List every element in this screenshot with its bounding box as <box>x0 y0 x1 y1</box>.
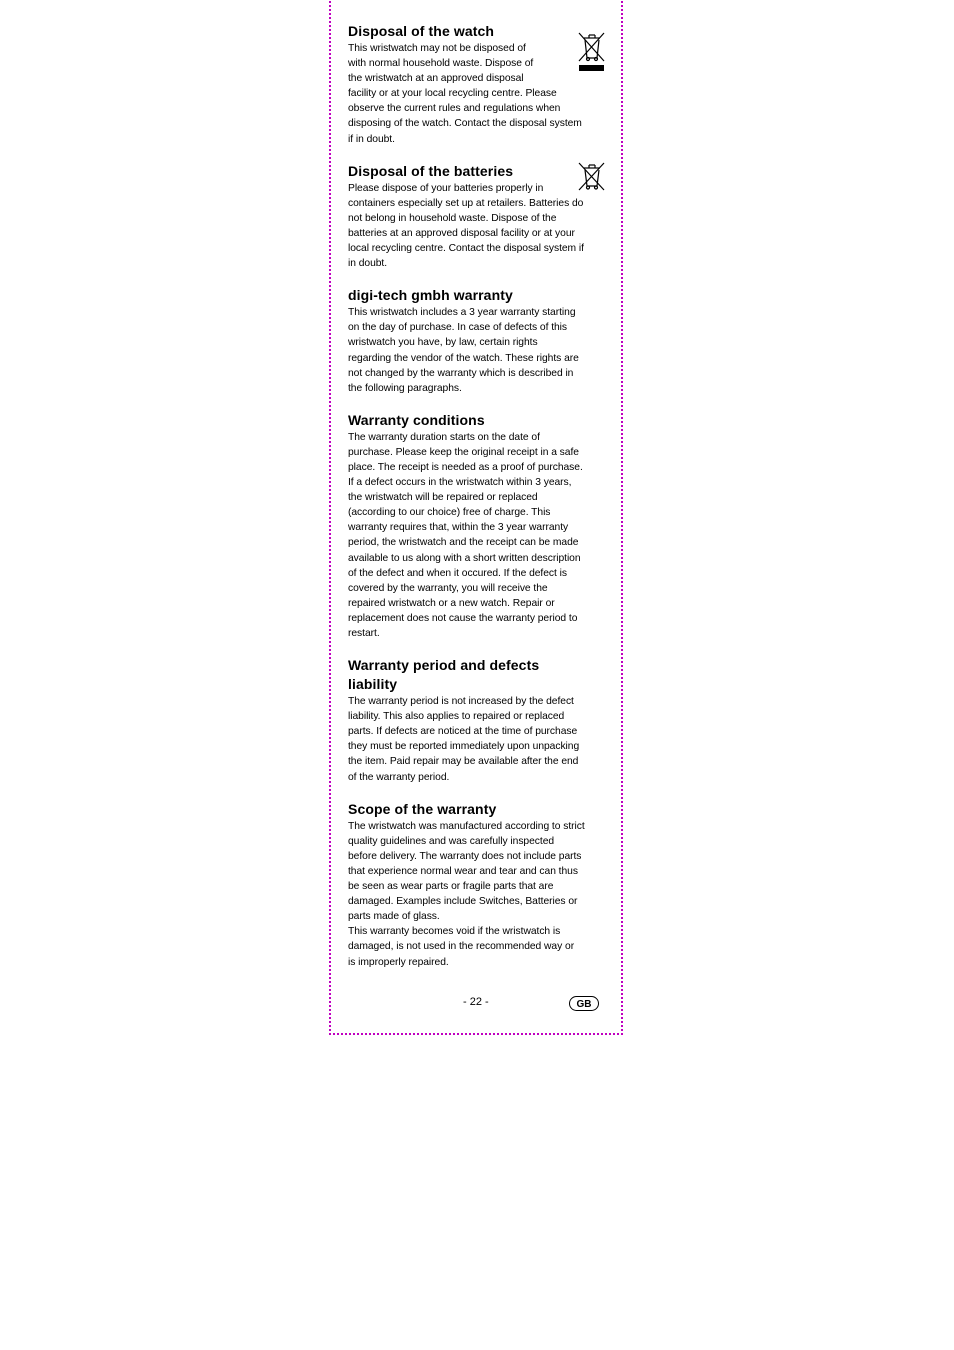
section-heading: Disposal of the batteries <box>348 162 514 179</box>
language-badge: GB <box>569 996 599 1011</box>
page <box>329 0 623 1035</box>
crossed-out-bin-icon <box>575 160 607 192</box>
page-number: - 22 - <box>463 996 489 1008</box>
crossed-out-bin-icon <box>575 30 607 74</box>
section-body: The wristwatch was manufactured according to strict quality guidelines and was carefully inspected before delivery. The warranty does not include parts that experience normal wear and tear and can thus be seen as wear parts or fragile parts that are damaged. Examples include Switches, Batteries or parts made of glass. This warranty becomes void if the wristwatch is damaged, is not used in the recommended way or is improperly repaired. <box>348 820 585 968</box>
section-heading: digi-tech gmbh warranty <box>348 287 513 304</box>
section-disposal-batteries <box>348 162 609 272</box>
section-warranty-conditions <box>348 411 609 641</box>
section-body: This wristwatch may not be disposed of with normal household waste. Dispose of the wristwatch at an approved disposal facility or at your local recycling centre. Please observe the current rules and regulations when disposing of the watch. Contact the disposal system if in doubt. <box>348 43 582 145</box>
section-warranty-scope <box>348 800 609 970</box>
section-body: Please dispose of your batteries properly in containers especially set up at retailers. Batteries do not belong in household waste. Dispose of the batteries at an approved disposal facility or at your local recycling centre. Contact the disposal system if in doubt. <box>348 182 584 270</box>
section-heading: Warranty period and defects liability <box>348 657 540 693</box>
section-disposal-watch <box>348 22 609 147</box>
section-body: This wristwatch includes a 3 year warranty starting on the day of purchase. In case of defects of this wristwatch you have, by law, certain rights regarding the vendor of the watch. These rights are not changed by the warranty which is described in the following paragraphs. <box>348 307 579 394</box>
section-warranty <box>348 286 609 396</box>
section-warranty-period <box>348 656 609 785</box>
section-body: The warranty duration starts on the date of purchase. Please keep the original receipt in a safe place. The receipt is needed as a proof of purchase. If a defect occurs in the wristwatch within 3 years, the wristwatch will be repaired or replaced (according to our choice) free of charge. This warranty requires that, within the 3 year warranty period, the wristwatch and the receipt can be made available to us along with a short written description of the defect and when it occured. If the defect is covered by the warranty, you will receive the repaired wristwatch or a new watch. Repair or replacement does not cause the warranty period to restart. <box>348 431 583 639</box>
section-heading: Warranty conditions <box>348 411 485 428</box>
section-heading: Scope of the warranty <box>348 800 497 817</box>
section-heading: Disposal of the watch <box>348 23 495 39</box>
content-column <box>348 22 609 985</box>
section-body: The warranty period is not increased by the defect liability. This also applies to repaired or replaced parts. If defects are noticed at the time of purchase they must be reported immediately upon unpacking the item. Paid repair may be available after the end of the warranty period. <box>348 696 580 783</box>
